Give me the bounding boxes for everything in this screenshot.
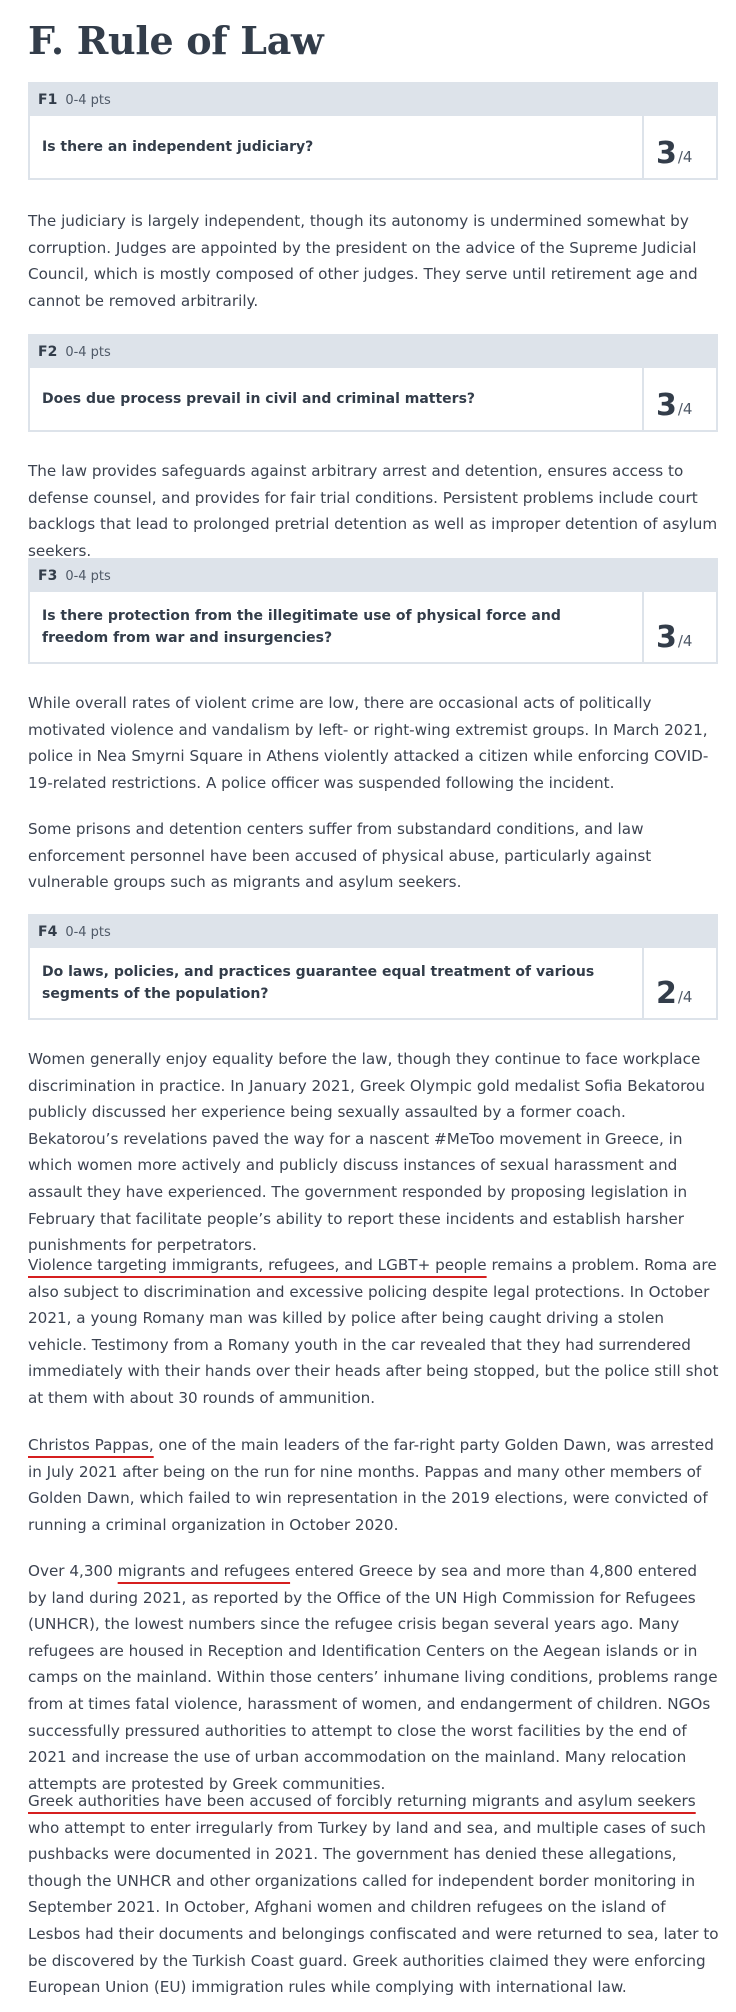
question-body xyxy=(30,116,716,178)
paragraph-text: remains a problem. Roma are also subject to discrimination and excessive policing despite legal protections. In October 2021, a young Romany man was killed by police after being caught driving a stolen vehicle. Testimony from a Romany youth in the car revealed that they had surrendered immediately with their hands over their heads after being stopped, but the police still shot at them with about 30 rounds of ammunition. xyxy=(28,1256,719,1407)
question-text: Do laws, policies, and practices guarantee equal treatment of various segments of the population? xyxy=(42,964,595,1002)
question-f1 xyxy=(28,82,718,180)
paragraph xyxy=(28,1432,720,1538)
score-max: /4 xyxy=(677,988,693,1006)
paragraph: Some prisons and detention centers suffer from substandard conditions, and law enforcement personnel have been accused of physical abuse, particularly against vulnerable groups such as migrants and asylum seekers. xyxy=(28,820,652,892)
score-value: 3 xyxy=(656,136,677,171)
score xyxy=(642,948,716,1018)
question-text: Does due process prevail in civil and criminal matters? xyxy=(42,391,476,407)
question-points: 0-4 pts xyxy=(65,568,111,584)
score-value: 2 xyxy=(656,976,677,1011)
paragraph xyxy=(28,1558,720,1797)
question-points: 0-4 pts xyxy=(65,92,111,108)
question-code: F2 xyxy=(38,344,58,360)
question-header xyxy=(30,84,716,116)
highlighted-phrase: Christos Pappas, xyxy=(28,1436,154,1454)
score-max: /4 xyxy=(677,400,693,418)
paragraph: Women generally enjoy equality before the law, though they continue to face workplace discrimination in practice. In January 2021, Greek Olympic gold medalist Sofia Bekatorou publicly discussed her experience being sexually assaulted by a former coach. Bekatorou’s revelations paved the way for a nascent #MeToo movement in Greece, in which women more actively and publicly discuss instances of sexual harassment and assault they have experienced. The government responded by proposing legislation in February that facilitate people’s ability to report these incidents and establish harsher punishments for perpetrators. xyxy=(28,1050,705,1255)
paragraph: The law provides safeguards against arbitrary arrest and detention, ensures access to defense counsel, and provides for fair trial conditions. Persistent problems include court backlogs that lead to prolonged pretrial detention as well as improper detention of asylum seekers. xyxy=(28,462,718,560)
paragraph-text: Over 4,300 xyxy=(28,1562,118,1580)
question-code: F3 xyxy=(38,568,58,584)
highlighted-phrase: migrants and refugees xyxy=(117,1562,291,1580)
highlighted-phrase: Greek authorities have been accused of forcibly returning migrants and asylum seekers xyxy=(28,1792,696,1810)
paragraph: The judiciary is largely independent, though its autonomy is undermined somewhat by corruption. Judges are appointed by the president on the advice of the Supreme Judicial Council, which is mostly composed of other judges. They serve until retirement age and cannot be removed arbitrarily. xyxy=(28,212,698,310)
question-code: F1 xyxy=(38,92,58,108)
question-text: Is there protection from the illegitimate use of physical force and freedom from war and insurgencies? xyxy=(42,608,561,646)
highlighted-phrase: Violence targeting immigrants, refugees, and LGBT+ people xyxy=(28,1256,487,1274)
question-points: 0-4 pts xyxy=(65,344,111,360)
question-header xyxy=(30,916,716,948)
score-value: 3 xyxy=(656,388,677,423)
score-value: 3 xyxy=(656,620,677,655)
question-f3 xyxy=(28,558,718,664)
paragraph-text: one of the main leaders of the far-right party Golden Dawn, was arrested in July 2021 after being on the run for nine months. Pappas and many other members of Golden Dawn, which failed to win representation in the 2019 elections, were convicted of running a criminal organization in October 2020. xyxy=(28,1436,714,1534)
score xyxy=(642,116,716,178)
question-code: F4 xyxy=(38,924,58,940)
question-header xyxy=(30,560,716,592)
question-points: 0-4 pts xyxy=(65,924,111,940)
score-max: /4 xyxy=(677,632,693,650)
paragraph-text: entered Greece by sea and more than 4,800 entered by land during 2021, as reported by the Office of the UN High Commission for Refugees (UNHCR), the lowest numbers since the refugee crisis began several years ago. Many refugees are housed in Reception and Identification Centers on the Aegean islands or in camps on the mainland. Within those centers’ inhumane living conditions, problems range from at times fatal violence, harassment of women, and endangerment of children. NGOs successfully pressured authorities to attempt to close the worst facilities by the end of 2021 and increase the use of urban accommodation on the mainland. Many relocation attempts are protested by Greek communities. xyxy=(28,1562,718,1793)
paragraph xyxy=(28,1252,720,1412)
question-body xyxy=(30,592,716,662)
question-header xyxy=(30,336,716,368)
score xyxy=(642,368,716,430)
score-max: /4 xyxy=(677,148,693,166)
score xyxy=(642,592,716,662)
paragraph-text: who attempt to enter irregularly from Turkey by land and sea, and multiple cases of such pushbacks were documented in 2021. The government has denied these allegations, though the UNHCR and other organizations called for independent border monitoring in September 2021. In October, Afghani women and children refugees on the island of Lesbos had their documents and belongings confiscated and were returned to sea, later to be discovered by the Turkish Coast guard. Greek authorities claimed they were enforcing European Union (EU) immigration rules while complying with international law. xyxy=(28,1818,719,1997)
question-body xyxy=(30,368,716,430)
question-f2 xyxy=(28,334,718,432)
question-text: Is there an independent judiciary? xyxy=(42,139,314,155)
question-body xyxy=(30,948,716,1018)
paragraph xyxy=(28,1788,720,2001)
question-f4 xyxy=(28,914,718,1020)
section-title: F. Rule of Law xyxy=(28,18,324,63)
paragraph: While overall rates of violent crime are low, there are occasional acts of politically motivated violence and vandalism by left- or right-wing extremist groups. In March 2021, police in Nea Smyrni Square in Athens violently attacked a citizen while enforcing COVID-19-related restrictions. A police officer was suspended following the incident. xyxy=(28,694,709,792)
